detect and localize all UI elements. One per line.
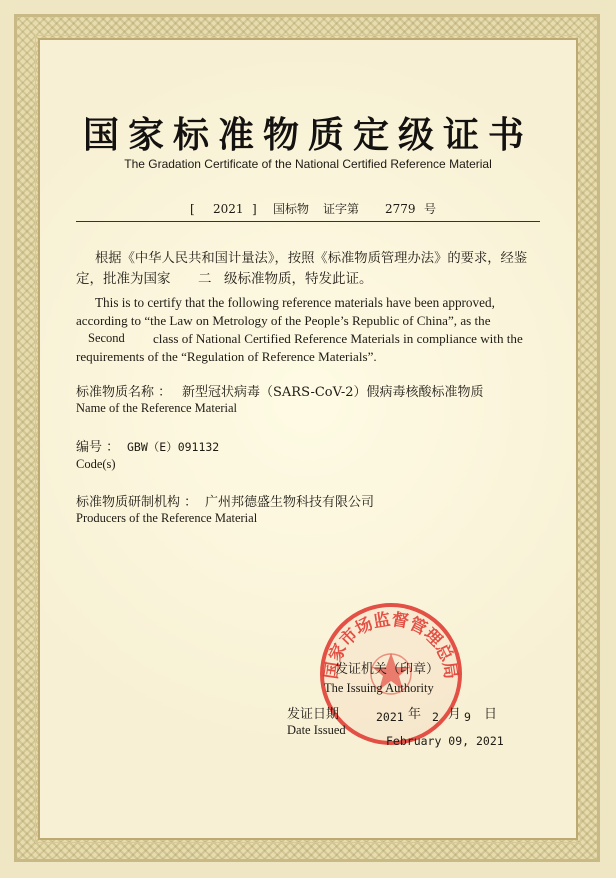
cert-prefix: 国标物	[273, 202, 310, 216]
seal-text: 国家市场监督管理总局	[321, 609, 461, 681]
cert-bracket-close: ]	[252, 202, 257, 216]
title-zh: 国家标准物质定级证书	[82, 115, 533, 156]
issuer-label-en: The Issuing Authority	[324, 681, 434, 695]
statement-zh-grade: 二	[198, 271, 212, 287]
statement-en-line3: class of National Certified Reference Materials in compliance with the	[153, 331, 523, 346]
name-value: 新型冠状病毒（SARS-CoV-2）假病毒核酸标准物质	[182, 385, 484, 400]
name-label-zh: 标准物质名称 ：	[76, 385, 172, 400]
statement-en-grade: Second	[88, 331, 125, 345]
code-value: GBW（E）091132	[127, 440, 220, 454]
name-label-en: Name of the Reference Material	[76, 401, 238, 415]
cert-bracket-open: [	[190, 202, 195, 216]
code-label-en: Code(s)	[76, 457, 116, 471]
cert-label: 证字第	[323, 202, 360, 216]
statement-en-line4: requirements of the “Regulation of Reference Materials”.	[76, 349, 377, 364]
cert-number: 2779	[385, 202, 416, 216]
date-month: 2	[432, 710, 439, 724]
producer-value: 广州邦德盛生物科技有限公司	[205, 495, 375, 510]
statement-zh-line2a: 定，批准为国家	[76, 271, 171, 287]
date-day: 9	[464, 710, 471, 724]
divider-rule	[76, 221, 540, 222]
statement-en-line1: This is to certify that the following reference materials have been approved,	[95, 295, 495, 310]
issuer-label-zh: 发证机关（印章）	[335, 662, 440, 677]
producer-label-en: Producers of the Reference Material	[76, 511, 258, 525]
statement-zh-line1: 根据《中华人民共和国计量法》，按照《标准物质管理办法》的要求，经鉴	[95, 251, 528, 266]
statement-zh-line2b: 级标准物质，特发此证。	[224, 271, 373, 287]
date-label-zh: 发证日期	[287, 707, 340, 722]
statement-en-line2: according to “the Law on Metrology of the People’s Republic of China”, as the	[76, 313, 491, 328]
code-label-zh: 编号 ：	[76, 440, 120, 455]
date-en: February 09, 2021	[386, 734, 504, 748]
date-month-unit: 月	[448, 707, 462, 722]
date-day-unit: 日	[484, 707, 498, 722]
cert-year: 2021	[213, 202, 244, 216]
cert-suffix: 号	[424, 202, 437, 216]
producer-label-zh: 标准物质研制机构 ：	[76, 495, 198, 510]
date-label-en: Date Issued	[287, 723, 346, 737]
date-year-unit: 年	[408, 707, 422, 722]
date-year: 2021	[376, 710, 404, 724]
title-en: The Gradation Certificate of the National Certified Reference Material	[124, 157, 492, 171]
